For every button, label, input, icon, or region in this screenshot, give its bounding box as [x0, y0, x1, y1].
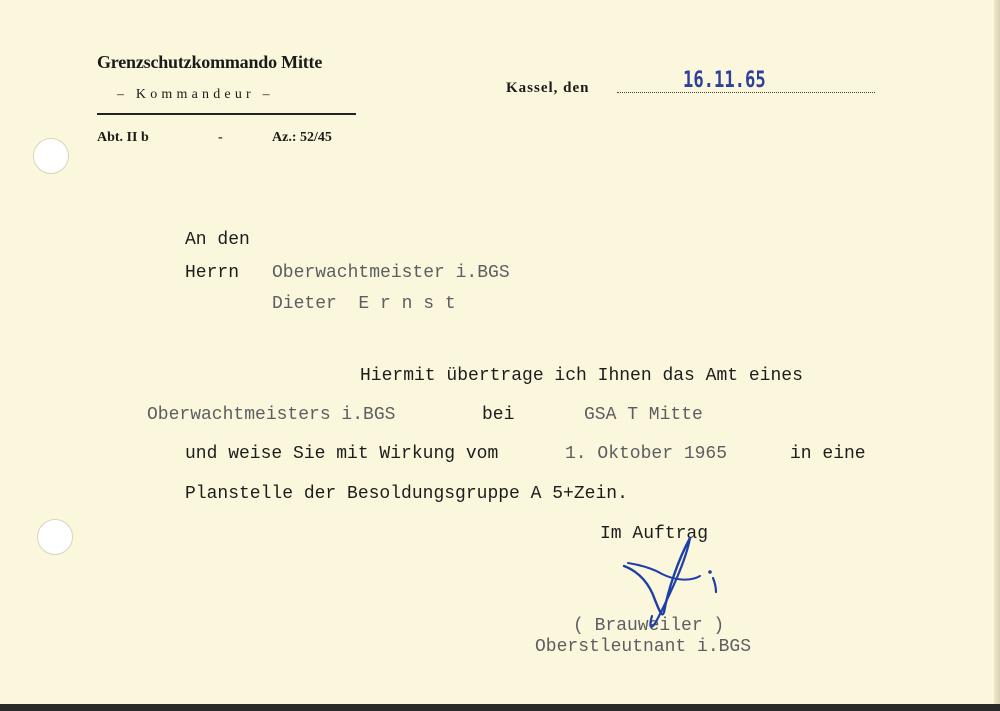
recipient-name: Dieter E r n s t [272, 294, 456, 314]
recipient-to: An den [185, 230, 250, 250]
body-line-3-start: und weise Sie mit Wirkung vom [185, 444, 499, 464]
signer-name: ( Brauweiler ) [573, 616, 725, 636]
body-effective-date: 1. Oktober 1965 [565, 444, 728, 464]
organization-name: Grenzschutzkommando Mitte [97, 52, 323, 72]
recipient-rank: Oberwachtmeister i.BGS [272, 263, 510, 283]
body-line-4: Planstelle der Besoldungsgruppe A 5+Zein. [185, 484, 628, 504]
body-line-3-end: in eine [790, 444, 866, 464]
department-name: – Kommandeur – [117, 87, 274, 102]
body-unit: GSA T Mitte [584, 405, 703, 425]
date-stamp: 16.11.65 [683, 68, 766, 93]
body-bei: bei [482, 405, 515, 425]
body-rank: Oberwachtmeisters i.BGS [147, 405, 396, 425]
body-line-1: Hiermit übertrage ich Ihnen das Amt eines [360, 366, 803, 386]
paper-edge [994, 0, 1000, 711]
file-reference: Az.: 52/45 [272, 130, 332, 145]
division-label: Abt. II b [97, 130, 149, 145]
meta-separator: - [218, 130, 223, 145]
scan-border [0, 704, 1000, 711]
signer-rank: Oberstleutnant i.BGS [535, 637, 752, 657]
place-label: Kassel, den [506, 80, 590, 96]
recipient-title: Herrn [185, 263, 240, 283]
closing-phrase: Im Auftrag [600, 524, 709, 544]
